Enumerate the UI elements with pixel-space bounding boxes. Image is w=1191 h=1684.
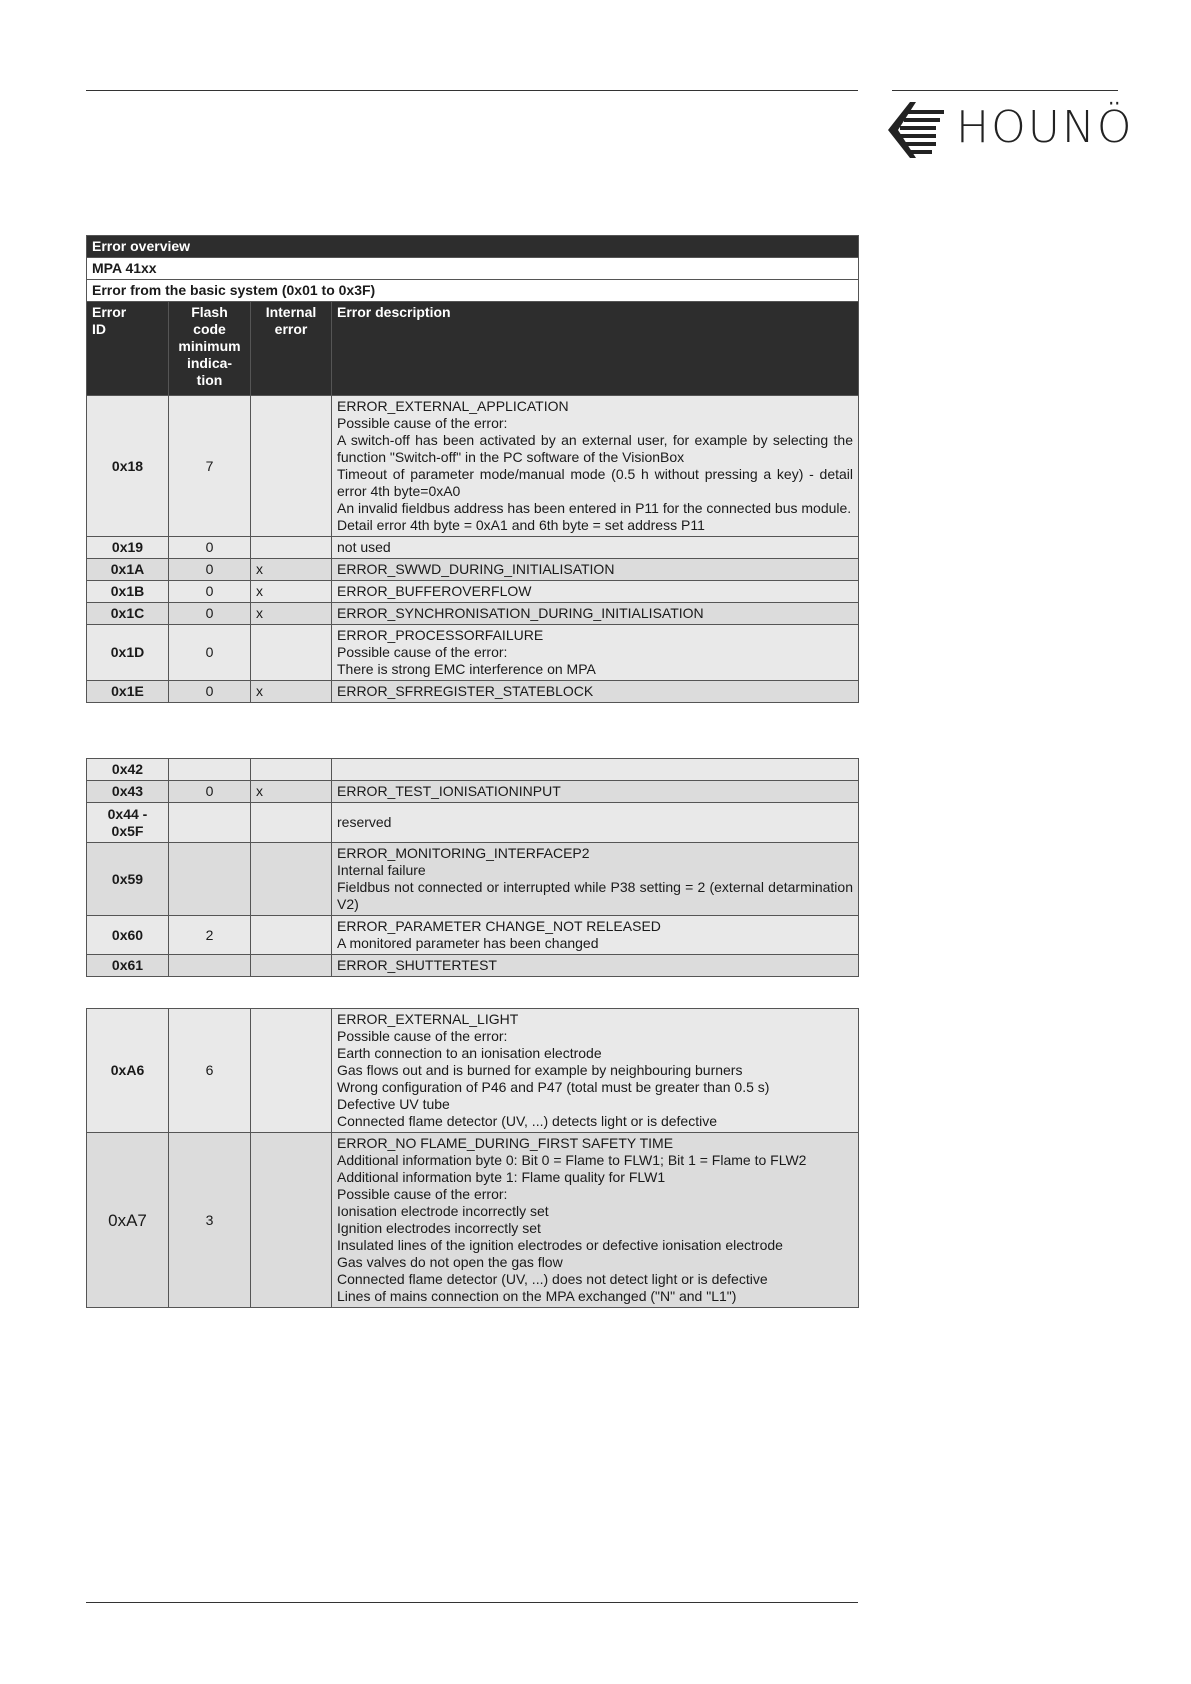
internal-error-cell [251, 625, 332, 681]
description-line: Additional information byte 0: Bit 0 = Flame to FLW1; Bit 1 = Flame to FLW2 [337, 1152, 807, 1168]
table-row [87, 681, 859, 703]
table-section-heading: Error from the basic system (0x01 to 0x3F) [87, 280, 859, 302]
column-header-error-id: Error ID [87, 302, 169, 396]
error-description-cell [332, 537, 859, 559]
description-line: Fieldbus not connected or interrupted while P38 setting = 2 (external detarmination V2) [337, 879, 853, 912]
description-line: Detail error 4th byte = 0xA1 and 6th byte = set address P11 [337, 517, 705, 533]
flash-code-cell: 2 [169, 916, 251, 955]
error-id-cell: 0x43 [87, 781, 169, 803]
description-line: Ignition electrodes incorrectly set [337, 1220, 541, 1236]
description-line: ERROR_EXTERNAL_APPLICATION [337, 398, 569, 414]
table-row [87, 581, 859, 603]
description-line: Possible cause of the error: [337, 1186, 508, 1202]
table-row [87, 1133, 859, 1308]
description-line: Defective UV tube [337, 1096, 450, 1112]
flash-code-cell: 0 [169, 781, 251, 803]
table-row [87, 1009, 859, 1133]
description-line: Possible cause of the error: [337, 1028, 508, 1044]
flash-code-cell [169, 955, 251, 977]
error-id-cell: 0x1C [87, 603, 169, 625]
table-title: Error overview [87, 236, 859, 258]
error-description-cell [332, 625, 859, 681]
error-id-cell: 0x1B [87, 581, 169, 603]
description-line: Possible cause of the error: [337, 415, 508, 431]
error-description-cell [332, 781, 859, 803]
description-line: ERROR_SHUTTERTEST [337, 957, 497, 973]
error-id-cell: 0x42 [87, 759, 169, 781]
houno-logo [888, 100, 1134, 160]
description-line: An invalid fieldbus address has been entered in P11 for the connected bus module. [337, 500, 852, 516]
error-description-cell [332, 581, 859, 603]
error-id-cell: 0x59 [87, 843, 169, 916]
table-row [87, 955, 859, 977]
error-description-cell [332, 603, 859, 625]
description-line: Insulated lines of the ignition electrodes or defective ionisation electrode [337, 1237, 783, 1253]
description-line: Timeout of parameter mode/manual mode (0.5 h without pressing a key) - detail error 4th byte=0xA0 [337, 466, 853, 499]
table-row [87, 916, 859, 955]
flash-code-cell: 0 [169, 581, 251, 603]
description-line: ERROR_SWWD_DURING_INITIALISATION [337, 561, 615, 577]
table-row [87, 559, 859, 581]
description-line: ERROR_SFRREGISTER_STATEBLOCK [337, 683, 594, 699]
internal-error-cell [251, 1009, 332, 1133]
table-row [87, 759, 859, 781]
internal-error-cell [251, 803, 332, 843]
error-description-cell [332, 955, 859, 977]
flash-code-cell: 0 [169, 603, 251, 625]
error-id-cell: 0xA6 [87, 1009, 169, 1133]
error-description-cell [332, 559, 859, 581]
error-description-cell [332, 803, 859, 843]
description-line: A monitored parameter has been changed [337, 935, 599, 951]
error-description-cell [332, 681, 859, 703]
error-id-cell: 0x1A [87, 559, 169, 581]
flash-code-cell: 6 [169, 1009, 251, 1133]
table-row [87, 803, 859, 843]
internal-error-cell [251, 759, 332, 781]
internal-error-cell: x [251, 781, 332, 803]
error-description-cell [332, 396, 859, 537]
error-table-basic-system [86, 235, 859, 703]
description-line: A switch-off has been activated by an external user, for example by selecting the function "Switch-off" in the PC software of the VisionBox [337, 432, 853, 465]
description-line: ERROR_MONITORING_INTERFACEP2 [337, 845, 590, 861]
flash-code-cell: 7 [169, 396, 251, 537]
table-row [87, 625, 859, 681]
internal-error-cell [251, 1133, 332, 1308]
error-id-cell: 0x61 [87, 955, 169, 977]
internal-error-cell: x [251, 681, 332, 703]
internal-error-cell [251, 396, 332, 537]
error-id-cell: 0x1D [87, 625, 169, 681]
error-id-cell: 0xA7 [87, 1133, 169, 1308]
description-line: There is strong EMC interference on MPA [337, 661, 596, 677]
error-table-flame-errors [86, 1008, 859, 1308]
internal-error-cell: x [251, 559, 332, 581]
description-line: ERROR_PROCESSORFAILURE [337, 627, 544, 643]
error-description-cell [332, 843, 859, 916]
description-line: ERROR_BUFFEROVERFLOW [337, 583, 532, 599]
header-rule-right [892, 90, 1118, 91]
description-line: not used [337, 539, 391, 555]
internal-error-cell: x [251, 581, 332, 603]
description-line: ERROR_NO FLAME_DURING_FIRST SAFETY TIME [337, 1135, 674, 1151]
table-row [87, 843, 859, 916]
flash-code-cell: 0 [169, 537, 251, 559]
internal-error-cell [251, 843, 332, 916]
error-id-cell: 0x60 [87, 916, 169, 955]
flash-code-cell: 0 [169, 625, 251, 681]
column-header-internal-error: Internal error [251, 302, 332, 396]
description-line: ERROR_PARAMETER CHANGE_NOT RELEASED [337, 918, 661, 934]
description-line: Connected flame detector (UV, ...) does not detect light or is defective [337, 1271, 768, 1287]
description-line: reserved [337, 814, 392, 830]
description-line: ERROR_EXTERNAL_LIGHT [337, 1011, 519, 1027]
flash-code-cell: 3 [169, 1133, 251, 1308]
description-line: Gas valves do not open the gas flow [337, 1254, 563, 1270]
flash-code-cell: 0 [169, 559, 251, 581]
error-table-continued [86, 758, 859, 977]
flash-code-cell [169, 759, 251, 781]
description-line: Additional information byte 1: Flame quality for FLW1 [337, 1169, 666, 1185]
error-id-cell: 0x19 [87, 537, 169, 559]
description-line: Earth connection to an ionisation electrode [337, 1045, 602, 1061]
error-id-cell: 0x1E [87, 681, 169, 703]
footer-rule [86, 1602, 858, 1603]
error-description-cell [332, 1133, 859, 1308]
header-rule-left [86, 90, 858, 91]
description-line: Possible cause of the error: [337, 644, 508, 660]
description-line: Ionisation electrode incorrectly set [337, 1203, 549, 1219]
error-description-cell [332, 1009, 859, 1133]
description-line: Connected flame detector (UV, ...) detects light or is defective [337, 1113, 718, 1129]
error-id-cell: 0x44 - 0x5F [87, 803, 169, 843]
table-subtitle: MPA 41xx [87, 258, 859, 280]
description-line: Internal failure [337, 862, 426, 878]
column-header-flash-code: Flash code minimum indica- tion [169, 302, 251, 396]
description-line: ERROR_SYNCHRONISATION_DURING_INITIALISATION [337, 605, 704, 621]
error-description-cell [332, 916, 859, 955]
flash-code-cell [169, 803, 251, 843]
error-description-cell [332, 759, 859, 781]
table-row [87, 781, 859, 803]
description-line: Wrong configuration of P46 and P47 (total must be greater than 0.5 s) [337, 1079, 770, 1095]
table-row [87, 603, 859, 625]
error-id-cell: 0x18 [87, 396, 169, 537]
internal-error-cell: x [251, 603, 332, 625]
column-header-error-description: Error description [332, 302, 859, 396]
flash-code-cell: 0 [169, 681, 251, 703]
description-line: ERROR_TEST_IONISATIONINPUT [337, 783, 561, 799]
description-line: Gas flows out and is burned for example by neighbouring burners [337, 1062, 743, 1078]
internal-error-cell [251, 537, 332, 559]
internal-error-cell [251, 955, 332, 977]
flash-code-cell [169, 843, 251, 916]
houno-logo-mark-icon [888, 102, 946, 158]
internal-error-cell [251, 916, 332, 955]
table-row [87, 396, 859, 537]
brand-name: HOUNÖ [956, 102, 1134, 153]
table-row [87, 537, 859, 559]
description-line: Lines of mains connection on the MPA exchanged ("N" and "L1") [337, 1288, 737, 1304]
